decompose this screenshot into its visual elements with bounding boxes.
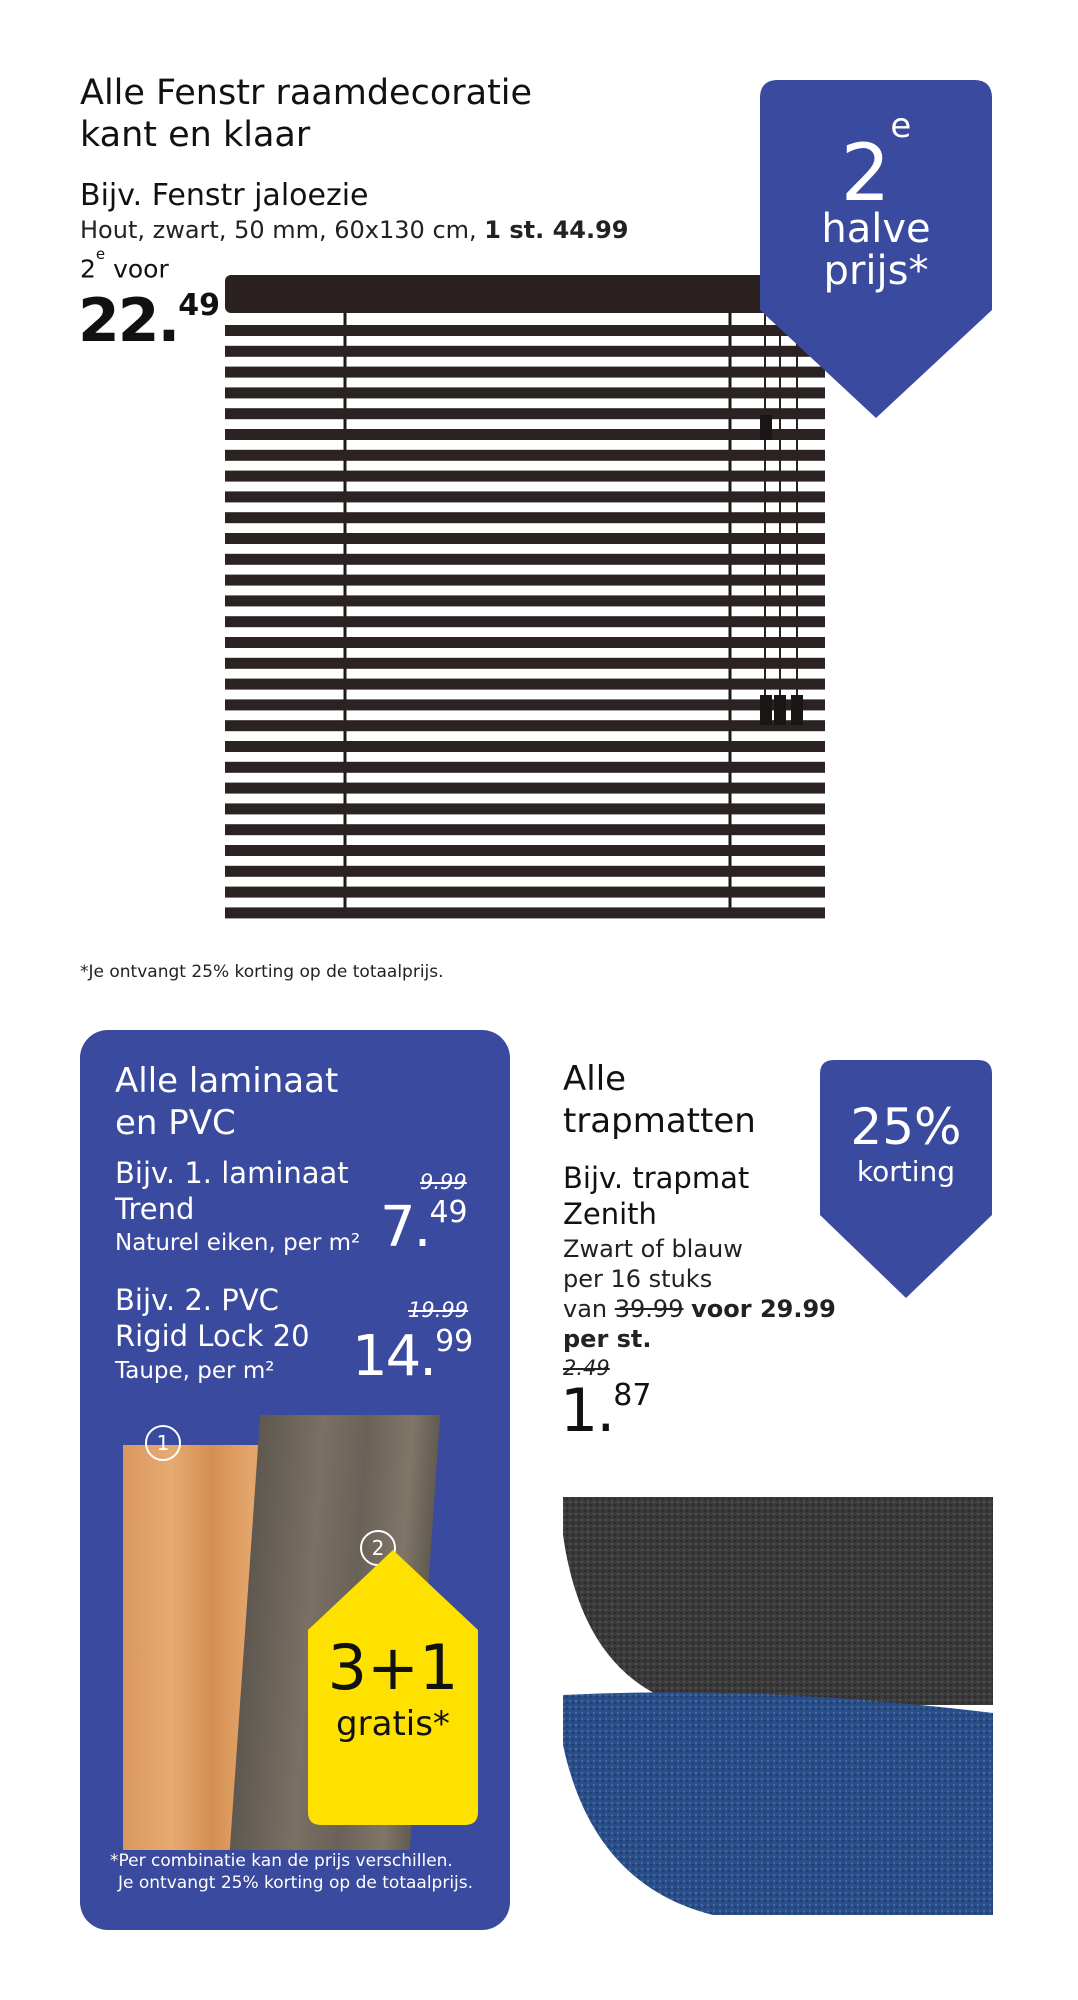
blind-slat [225,658,825,669]
blind-slat [225,575,825,586]
blind-slat [225,887,825,898]
laminaat-title: Alle laminaat en PVC [115,1061,339,1143]
blind-slat [225,720,825,731]
korting-badge: 25% korting [820,1060,992,1300]
trapmatten-product-name: Bijv. trapmat Zenith [563,1161,750,1231]
blinds-product-name: Bijv. Fenstr jaloezie [80,178,369,213]
blind-slat [225,533,825,544]
laminaat-product1-old-price: 9.99 [420,1170,467,1194]
blind-slat [225,325,825,336]
trapmatten-price: 1.87 [560,1376,652,1446]
blue-mat [563,1692,993,1915]
stair-mats-image [563,1495,993,1915]
cord-tassel [791,695,803,725]
blind-slat [225,824,825,835]
blinds-footnote: *Je ontvangt 25% korting op de totaalprijs. [80,962,444,982]
black-mat [563,1497,993,1705]
blind-slat [225,762,825,773]
laminaat-product2-name: Bijv. 2. PVC Rigid Lock 20 [115,1283,310,1353]
laminaat-product2-old-price: 19.99 [408,1298,469,1322]
plank1-number: 1 [145,1425,181,1461]
blinds-product-desc: Hout, zwart, 50 mm, 60x130 cm, 1 st. 44.99 [80,216,629,244]
blind-slat [225,907,825,918]
laminaat-footnote: *Per combinatie kan de prijs verschillen. Je ontvangt 25% korting op de totaalprijs. [110,1851,474,1893]
blinds-voor-label: 2e voor [80,245,169,284]
blind-slat [225,408,825,419]
blind-slat [225,450,825,461]
trapmatten-product-desc: Zwart of blauw per 16 stuks van 39.99 voor 29.99 per st. [563,1235,836,1353]
blind-slat [225,512,825,523]
blinds-image [225,275,845,925]
laminaat-card [80,1030,510,1930]
blinds-title: Alle Fenstr raamdecoratie kant en klaar [80,73,533,155]
blind-slat [225,741,825,752]
blind-slat [225,491,825,502]
plank2-number: 2 [360,1530,396,1566]
blind-slat [225,367,825,378]
blind-slat [225,699,825,710]
blinds-price: 22.49 [78,286,221,356]
blind-slat [225,616,825,627]
laminaat-product2-price: 14.99 [352,1324,474,1389]
laminaat-product1-name: Bijv. 1. laminaat Trend [115,1156,349,1226]
blind-slat [225,429,825,440]
blind-slat [225,471,825,482]
cord-tassel [774,695,786,725]
laminaat-product1-desc: Naturel eiken, per m² [115,1230,361,1256]
blind-slat [225,803,825,814]
laminaat-product1-price: 7.49 [380,1195,468,1260]
blind-slat [225,387,825,398]
half-price-badge: 2e halve prijs* [760,80,992,420]
cord-tassel [760,695,772,725]
headrail [225,275,825,313]
laminaat-product2-desc: Taupe, per m² [115,1358,275,1384]
blind-slat [225,554,825,565]
trapmatten-old-price: 2.49 [563,1356,610,1380]
blind-slat [225,845,825,856]
blind-slat [225,595,825,606]
blind-slat [225,637,825,648]
blind-slat [225,783,825,794]
promo-3plus1-badge: 3+1 gratis* [308,1550,478,1825]
slats [225,325,825,918]
blind-slat [225,866,825,877]
blind-slat [225,679,825,690]
blind-slat [225,346,825,357]
trapmatten-title: Alle trapmatten [563,1059,756,1141]
